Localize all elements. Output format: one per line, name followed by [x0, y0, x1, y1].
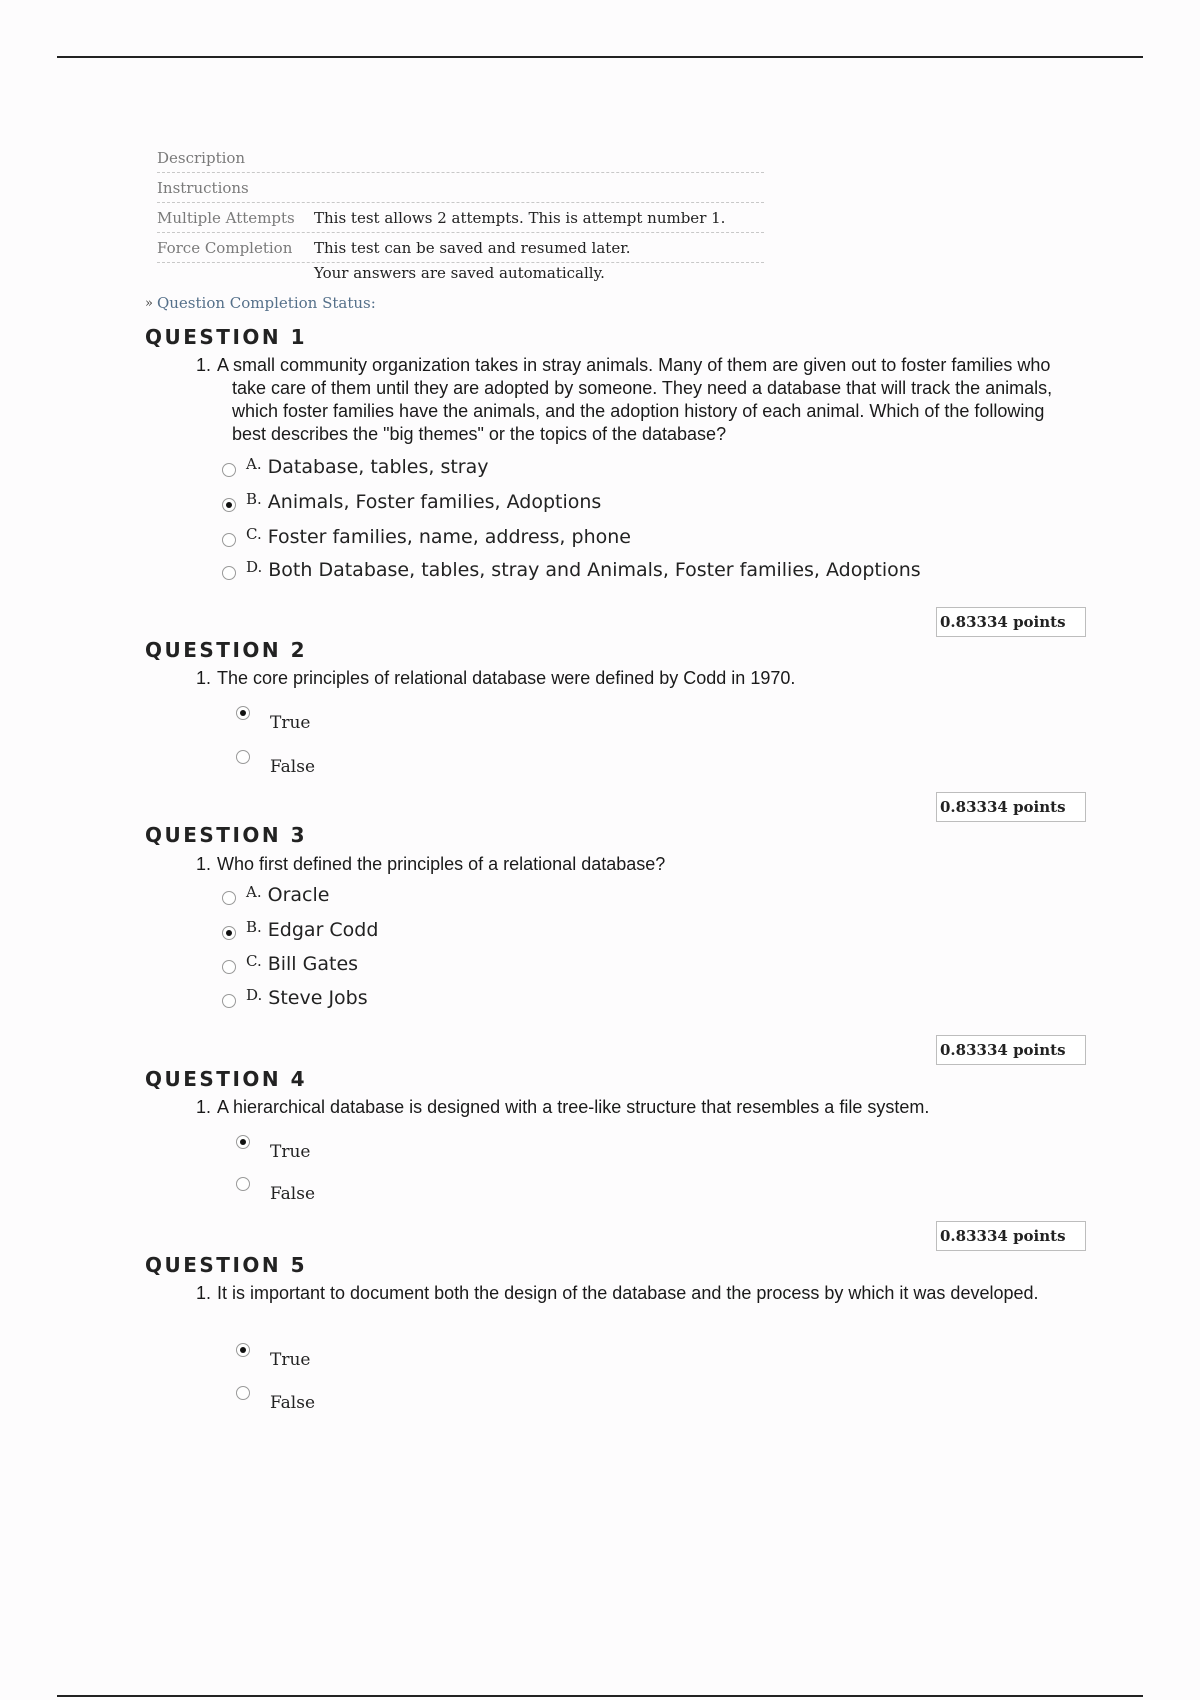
question-1-heading: QUESTION 1	[145, 325, 308, 349]
option-letter: B.	[246, 490, 262, 508]
radio-button-selected[interactable]	[236, 1135, 250, 1149]
option-letter: C.	[246, 952, 262, 970]
radio-button[interactable]	[222, 994, 236, 1008]
top-rule	[57, 56, 1143, 58]
question-1-points: 0.83334 points	[936, 607, 1086, 637]
question-1-body-text: A small community organization takes in stray animals. Many of them are given out to foster families who take care of them until they are adopted by someone. They need a database that will track the animals, which foster families have the animals, and the adoption history of each animal. Which of the following best describes the "big themes" or the topics of the database?	[217, 355, 1053, 444]
description-label: Description	[157, 148, 246, 167]
question-1-option-b[interactable]	[222, 491, 601, 513]
radio-button-selected[interactable]	[222, 498, 236, 512]
bottom-rule	[57, 1695, 1143, 1697]
radio-button[interactable]	[236, 1177, 250, 1191]
question-1-text	[196, 354, 1076, 446]
option-letter: D.	[246, 986, 263, 1004]
radio-button[interactable]	[236, 750, 250, 764]
multiple-attempts-value: This test allows 2 attempts. This is attempt number 1.	[314, 208, 726, 227]
option-label: Database, tables, stray	[267, 456, 489, 478]
option-label: True	[270, 713, 311, 733]
radio-button[interactable]	[222, 960, 236, 974]
question-2-number: 1.	[196, 668, 212, 688]
question-5-heading: QUESTION 5	[145, 1253, 308, 1277]
question-5-option-false[interactable]	[236, 1386, 315, 1413]
info-row-force-completion	[157, 233, 764, 263]
option-label: Foster families, name, address, phone	[267, 526, 631, 548]
question-1-option-c[interactable]	[222, 526, 631, 548]
question-3-option-b[interactable]	[222, 919, 378, 941]
radio-button[interactable]	[236, 1386, 250, 1400]
info-row-instructions	[157, 173, 764, 203]
question-1-number: 1.	[196, 355, 212, 375]
option-letter: C.	[246, 525, 262, 543]
question-5-body	[196, 1282, 1076, 1305]
option-letter: A.	[246, 883, 262, 901]
radio-button-selected[interactable]	[236, 706, 250, 720]
question-1-body	[196, 354, 1076, 446]
option-label: Bill Gates	[267, 953, 359, 975]
question-2-option-false[interactable]	[236, 750, 315, 777]
option-label: Steve Jobs	[268, 987, 368, 1009]
radio-button-selected[interactable]	[236, 1343, 250, 1357]
option-label: Animals, Foster families, Adoptions	[267, 491, 602, 513]
autosave-note: Your answers are saved automatically.	[314, 264, 605, 282]
question-completion-status-label: Question Completion Status:	[156, 294, 376, 312]
info-row-description	[157, 143, 764, 173]
multiple-attempts-label: Multiple Attempts	[157, 208, 295, 227]
option-label: Oracle	[267, 884, 330, 906]
question-2-points: 0.83334 points	[936, 792, 1086, 822]
radio-button-selected[interactable]	[222, 926, 236, 940]
question-4-option-true[interactable]	[236, 1135, 311, 1162]
option-label: True	[270, 1350, 311, 1370]
question-3-points: 0.83334 points	[936, 1035, 1086, 1065]
question-4-heading: QUESTION 4	[145, 1067, 308, 1091]
question-2-option-true[interactable]	[236, 706, 311, 733]
option-label: False	[270, 1184, 315, 1204]
question-3-text	[196, 853, 1076, 876]
question-4-body: A hierarchical database is designed with a tree-like structure that resembles a file system.	[217, 1097, 930, 1117]
question-1-option-d[interactable]	[222, 559, 921, 581]
question-completion-status-toggle[interactable]	[145, 294, 376, 312]
question-2-body: The core principles of relational database were defined by Codd in 1970.	[217, 668, 796, 688]
question-3-heading: QUESTION 3	[145, 823, 308, 847]
question-1-option-a[interactable]	[222, 456, 489, 478]
radio-button[interactable]	[222, 891, 236, 905]
option-label: Edgar Codd	[267, 919, 379, 941]
question-3-body: Who first defined the principles of a relational database?	[217, 854, 666, 874]
question-3-number: 1.	[196, 854, 212, 874]
option-label: True	[270, 1142, 311, 1162]
test-info-table	[157, 143, 764, 263]
question-4-points: 0.83334 points	[936, 1221, 1086, 1251]
question-3-option-c[interactable]	[222, 953, 358, 975]
instructions-label: Instructions	[157, 178, 249, 197]
question-3-option-d[interactable]	[222, 987, 368, 1009]
question-4-option-false[interactable]	[236, 1177, 315, 1204]
force-completion-value: This test can be saved and resumed later.	[314, 238, 631, 257]
option-label: Both Database, tables, stray and Animals, Foster families, Adoptions	[268, 559, 921, 581]
double-chevron-down-icon: »	[145, 295, 153, 311]
info-row-multiple-attempts	[157, 203, 764, 233]
option-letter: D.	[246, 558, 263, 576]
option-letter: B.	[246, 918, 262, 936]
radio-button[interactable]	[222, 463, 236, 477]
question-5-text	[196, 1282, 1076, 1305]
question-4-number: 1.	[196, 1097, 212, 1117]
question-5-option-true[interactable]	[236, 1343, 311, 1370]
question-3-option-a[interactable]	[222, 884, 329, 906]
option-label: False	[270, 1393, 315, 1413]
option-letter: A.	[246, 455, 262, 473]
question-5-number: 1.	[196, 1283, 212, 1303]
option-label: False	[270, 757, 315, 777]
question-5-body-text: It is important to document both the design of the database and the process by which it was developed.	[217, 1283, 1039, 1303]
question-2-text	[196, 667, 1076, 690]
force-completion-label: Force Completion	[157, 238, 293, 257]
question-2-heading: QUESTION 2	[145, 638, 308, 662]
radio-button[interactable]	[222, 533, 236, 547]
radio-button[interactable]	[222, 566, 236, 580]
question-4-text	[196, 1096, 1076, 1119]
